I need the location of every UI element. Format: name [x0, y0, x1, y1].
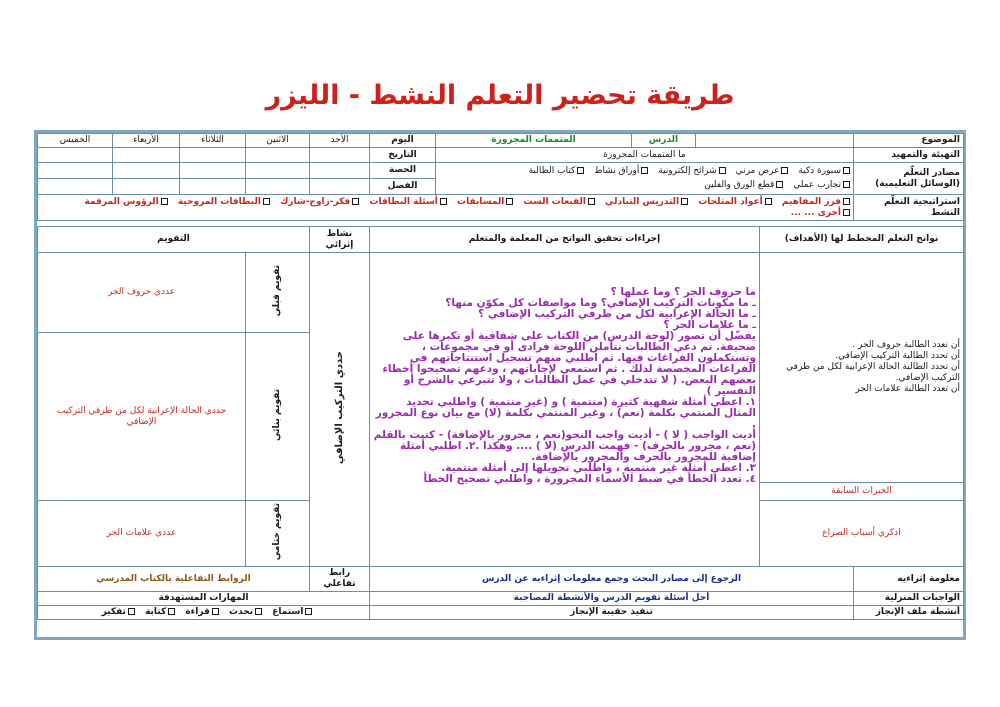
- checkbox-icon: [168, 608, 175, 615]
- enrich-info-value: الرجوع إلى مصادر البحث وجمع معلومات إثراءيه عن الدرس: [370, 567, 854, 592]
- checkbox-icon: [577, 167, 584, 174]
- strategy-list: [38, 195, 854, 221]
- checkbox-icon: [843, 198, 850, 205]
- final-assessment-label-cell: [246, 501, 310, 567]
- skill-item[interactable]: قراءة: [185, 607, 219, 618]
- checkbox-icon: [263, 198, 270, 205]
- class-cell[interactable]: [180, 179, 246, 195]
- resource-item[interactable]: كتاب الطالبة: [529, 166, 585, 177]
- strategy-item[interactable]: الرؤوس المرقمة: [84, 197, 167, 208]
- procedure-step: ـ ما الحالة الإعرابية لكل من طرفي التركيب الإضافي ؟: [478, 308, 756, 320]
- strategy-item[interactable]: أخرى ... ...: [791, 208, 850, 219]
- resource-item[interactable]: تجارب عملي: [793, 180, 850, 191]
- strategy-item[interactable]: المسابقات: [457, 197, 513, 208]
- procedure-step: ـ ما مكونات التركيب الإضافي؟ وما مواصفات كل مكوّن منها؟: [445, 297, 756, 309]
- subject-label: الموضوع: [854, 134, 964, 148]
- day-tuesday: الثلاثاء: [180, 134, 246, 148]
- enrichment-text: حددي التركيب الإضافي: [334, 350, 345, 465]
- evaluation-header: التقويم: [38, 227, 310, 253]
- objective-item: أن تحدد الطالبة التركيب الإضافي.: [835, 351, 960, 361]
- lesson-value: المتممات المجرورة: [436, 134, 632, 148]
- resource-item[interactable]: عرض مرني: [736, 166, 789, 177]
- date-cell[interactable]: [180, 148, 246, 163]
- objectives-cell: [760, 253, 964, 483]
- checkbox-icon: [588, 198, 595, 205]
- skills-list: [38, 606, 370, 620]
- class-label: الفصل: [370, 179, 436, 195]
- class-cell[interactable]: [38, 179, 113, 195]
- checkbox-icon: [255, 608, 262, 615]
- date-cell[interactable]: [246, 148, 310, 163]
- strategy-item[interactable]: فكر-زاوج-شارك: [280, 197, 359, 208]
- day-label: اليوم: [370, 134, 436, 148]
- checkbox-icon: [506, 198, 513, 205]
- date-cell[interactable]: [38, 148, 113, 163]
- checkbox-icon: [781, 167, 788, 174]
- pre-assessment-text: عددي حروف الجر: [38, 253, 246, 333]
- strategy-item[interactable]: فرز المفاهيم: [782, 197, 850, 208]
- period-cell[interactable]: [310, 163, 370, 179]
- day-sunday: الأحد: [310, 134, 370, 148]
- final-assessment-label: تقويم ختامي: [272, 502, 282, 561]
- prior-knowledge-value: اذكري أسباب الصراع: [760, 501, 964, 567]
- procedure-step: ـ ما علامات الجر ؟: [663, 319, 756, 331]
- enrichment-header: نشاط إثرائي: [310, 227, 370, 253]
- skill-item[interactable]: تفكير: [102, 607, 135, 618]
- resources-label-line1: مصادر التعلّم: [903, 167, 960, 178]
- pre-assessment-label: تقويم قبلي: [272, 264, 282, 317]
- outcomes-header: نواتج التعلم المخطط لها (الأهداف): [760, 227, 964, 253]
- procedure-step: ١. اعطي أمثلة شفهية كثيرة (منتمية ) و (غير منتمية ) واطلبي تحديد المثال المنتمي بكلمة (نعم) ، وغير المنتمي بكلمة (لا) مع بيان نوع المجرور .: [375, 396, 756, 430]
- day-thursday: الخميس: [38, 134, 113, 148]
- class-cell[interactable]: [113, 179, 180, 195]
- procedures-header: إجراءات تحقيق النواتج من المعلمة والمتعلم: [370, 227, 760, 253]
- enrich-info-label: معلومة إثراءيه: [854, 567, 964, 592]
- strategy-item[interactable]: التدريس التبادلي: [605, 197, 688, 208]
- link-value: الروابط التفاعلية بالكتاب المدرسي: [38, 567, 310, 592]
- date-cell[interactable]: [310, 148, 370, 163]
- formative-label: تقويم بنائي: [272, 388, 282, 441]
- skill-item[interactable]: كتابة: [145, 607, 175, 618]
- period-cell[interactable]: [113, 163, 180, 179]
- skill-item[interactable]: استماع: [272, 607, 312, 618]
- lesson-label: الدرس: [632, 134, 696, 148]
- link-label: رابط تفاعلي: [310, 567, 370, 592]
- subject-value[interactable]: [696, 134, 854, 148]
- procedure-step: أديت الواجب ( لا ) - أديت واجب النحو(نعم ، مجرور بالإضافة) - كتبت بالقلم (نعم ، مجرور بالحرف) - فهمت الدرس (لا ) .... وهكذا .٢. اطلبي أمثلة إضافية للمجرور بالحرف والمجرور بالإضافة.: [373, 429, 756, 463]
- objective-item: أن تحدد الطالبة الحالة الإعرابية لكل من طرفي التركيب الإضافي.: [786, 362, 960, 383]
- strategy-item[interactable]: البطاقات المروحية: [178, 197, 270, 208]
- procedure-step: يفضّل أن تصور (لوحة الدرس) من الكتاب على شفافية أو تكبرها على صحيفة. ثم دعي الطالبات تتأملن اللوحة فرادى أو في مجموعات ، وتستكملون الفراغات فيها. ثم اطلبي منهم تسجيل استنتاجاتهم في الفراغات المخصصة لذلك . ثم استمعي لإجاباتهم ، ودعهم تصحيحوا أخطاء بعضهم البعض. ( لا تتدخلي في عمل الطالبات ، ولا تتبرعي بالشرح أو التفسير ): [382, 330, 756, 397]
- class-cell[interactable]: [246, 179, 310, 195]
- resource-item[interactable]: قطع الورق والفلين: [704, 180, 783, 191]
- procedures-cell: [370, 253, 760, 567]
- formative-label-cell: [246, 333, 310, 501]
- date-cell[interactable]: [113, 148, 180, 163]
- date-label: التاريخ: [370, 148, 436, 163]
- checkbox-icon: [352, 198, 359, 205]
- checkbox-icon: [305, 608, 312, 615]
- homework-label: الواجبات المنزلية: [854, 592, 964, 606]
- pre-assessment-label-cell: [246, 253, 310, 333]
- checkbox-icon: [843, 167, 850, 174]
- strategy-item[interactable]: أسئلة البطاقات: [369, 197, 446, 208]
- resources-box: [436, 163, 854, 195]
- checkbox-icon: [440, 198, 447, 205]
- intro-label: التهيئة والتمهيد: [854, 148, 964, 163]
- final-assessment-text: عددي علامات الجر: [38, 501, 246, 567]
- period-cell[interactable]: [180, 163, 246, 179]
- skill-item[interactable]: تحدث: [229, 607, 262, 618]
- objective-item: أن تعدد الطالبة حروف الجر .: [852, 340, 960, 350]
- lesson-plan-table: [37, 133, 964, 620]
- checkbox-icon: [161, 198, 168, 205]
- checkbox-icon: [765, 198, 772, 205]
- checkbox-icon: [128, 608, 135, 615]
- resource-item[interactable]: أوراق نشاط: [594, 166, 648, 177]
- portfolio-value: تنفيذ حقيبة الإنجاز: [370, 606, 854, 620]
- checkbox-icon: [641, 167, 648, 174]
- prior-knowledge-label: الخبرات السابقة: [760, 483, 964, 501]
- formative-text: حددي الحالة الإعرابية لكل من طرفي التركيب الإضافي: [38, 333, 246, 501]
- class-cell[interactable]: [310, 179, 370, 195]
- portfolio-label: أنشطة ملف الإنجاز: [854, 606, 964, 620]
- strategy-item[interactable]: القبعات الست: [524, 197, 595, 208]
- intro-value: ما المتممات المجرورة: [436, 148, 854, 163]
- resource-item[interactable]: سبورة ذكية: [798, 166, 850, 177]
- resource-item[interactable]: شرائح إلكترونية: [658, 166, 725, 177]
- period-label: الحصة: [370, 163, 436, 179]
- day-wednesday: الأربعاء: [113, 134, 180, 148]
- day-monday: الاثنين: [246, 134, 310, 148]
- procedure-step: ٤. تعدد الخطأ في ضبط الأسماء المجرورة ، واطلبي تصحيح الخطأ: [423, 473, 756, 485]
- page-title: طريقة تحضير التعلم النشط - الليزر: [265, 80, 735, 111]
- checkbox-icon: [681, 198, 688, 205]
- strategy-item[interactable]: أعواد المثلجات: [698, 197, 771, 208]
- homework-value: أحل أسئلة تقويم الدرس والأنشطة المصاحبة: [370, 592, 854, 606]
- procedure-step: ٣. اعطي أمثلة غير منتمية ، واطلبي تحويلها إلى أمثلة منتمية.: [441, 462, 756, 474]
- checkbox-icon: [843, 181, 850, 188]
- checkbox-icon: [212, 608, 219, 615]
- objective-item: أن تعدد الطالبة علامات الجر: [855, 384, 960, 394]
- period-cell[interactable]: [246, 163, 310, 179]
- checkbox-icon: [719, 167, 726, 174]
- checkbox-icon: [776, 181, 783, 188]
- period-cell[interactable]: [38, 163, 113, 179]
- strategy-label: استراتيجية التعلّم النشط: [854, 195, 964, 221]
- enrichment-cell: [310, 253, 370, 567]
- resources-label: [854, 163, 964, 195]
- resources-label-line2: (الوسائل التعليمية): [875, 178, 960, 189]
- skills-label: المهارات المستهدفة: [38, 592, 370, 606]
- checkbox-icon: [843, 209, 850, 216]
- procedure-step: ما حروف الجر ؟ وما عملها ؟: [610, 286, 756, 298]
